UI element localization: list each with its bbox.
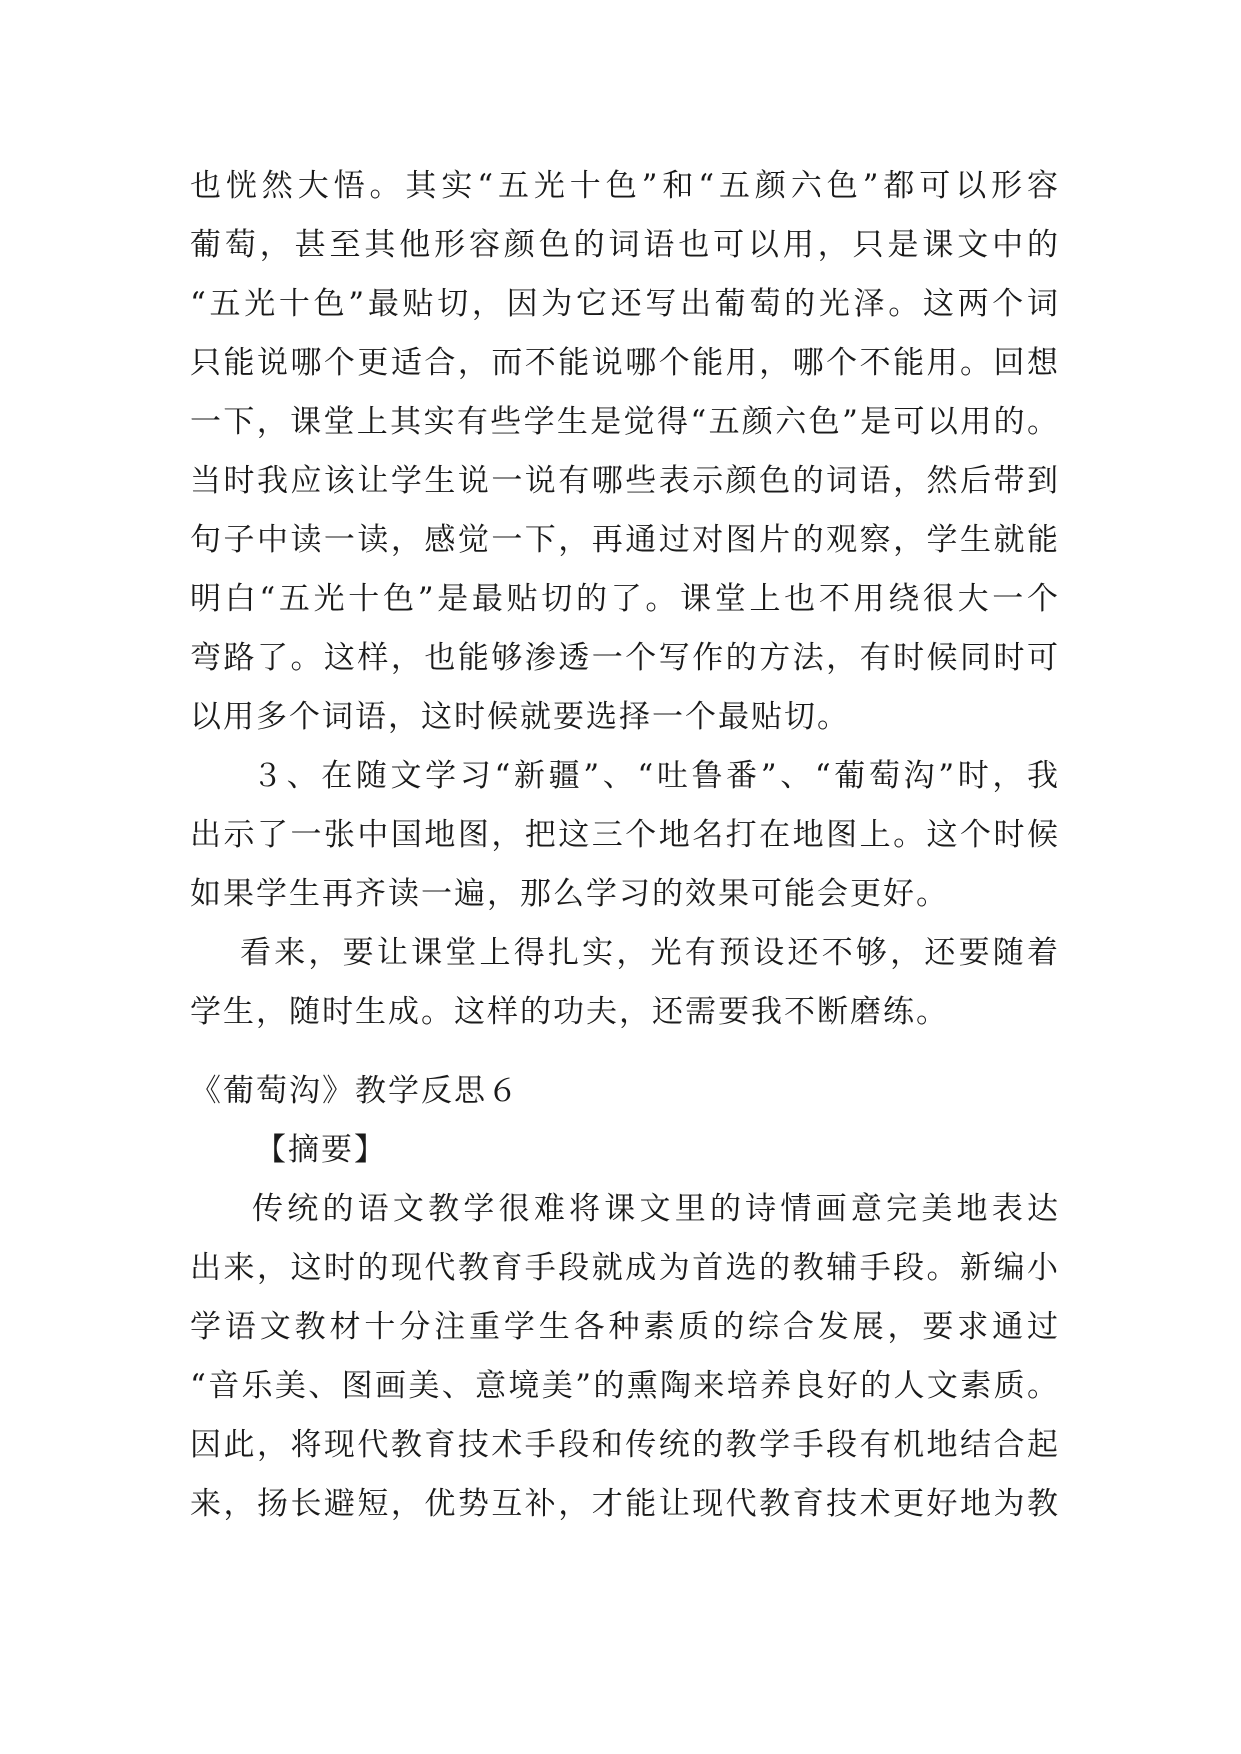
text-line: 看来，要让课堂上得扎实，光有预设还不够，还要随着 — [240, 935, 1060, 971]
text-line: 出来，这时的现代教育手段就成为首选的教辅手段。新编小 — [190, 1250, 1060, 1286]
text-line: ３、在随文学习“新疆”、“吐鲁番”、“葡萄沟”时，我 — [252, 758, 1060, 794]
text-line: “音乐美、图画美、意境美”的熏陶来培养良好的人文素质。 — [190, 1368, 1060, 1404]
text-line: 句子中读一读，感觉一下，再通过对图片的观察，学生就能 — [190, 522, 1060, 558]
text-line: 只能说哪个更适合，而不能说哪个能用，哪个不能用。回想 — [190, 345, 1060, 381]
summary-heading: 【摘要】 — [255, 1132, 387, 1168]
text-line: 当时我应该让学生说一说有哪些表示颜色的词语，然后带到 — [190, 463, 1060, 499]
section-title: 《葡萄沟》教学反思６ — [190, 1073, 520, 1109]
text-line: 因此，将现代教育技术手段和传统的教学手段有机地结合起 — [190, 1427, 1060, 1463]
text-line: 学语文教材十分注重学生各种素质的综合发展，要求通过 — [190, 1309, 1060, 1345]
text-line: 来，扬长避短，优势互补，才能让现代教育技术更好地为教 — [190, 1486, 1060, 1522]
text-line: 明白“五光十色”是最贴切的了。课堂上也不用绕很大一个 — [190, 581, 1060, 617]
text-line: 以用多个词语，这时候就要选择一个最贴切。 — [190, 699, 850, 735]
text-line: “五光十色”最贴切，因为它还写出葡萄的光泽。这两个词 — [190, 286, 1060, 322]
text-line: 一下，课堂上其实有些学生是觉得“五颜六色”是可以用的。 — [190, 404, 1060, 440]
text-line: 葡萄，甚至其他形容颜色的词语也可以用，只是课文中的 — [190, 227, 1060, 263]
text-line: 学生，随时生成。这样的功夫，还需要我不断磨练。 — [190, 994, 949, 1030]
text-line: 出示了一张中国地图，把这三个地名打在地图上。这个时候 — [190, 817, 1060, 853]
text-line: 传统的语文教学很难将课文里的诗情画意完美地表达 — [252, 1191, 1060, 1227]
text-line: 如果学生再齐读一遍，那么学习的效果可能会更好。 — [190, 876, 949, 912]
paragraph-group-top — [190, 157, 1060, 1042]
text-line: 弯路了。这样，也能够渗透一个写作的方法，有时候同时可 — [190, 640, 1060, 676]
paragraph-group-summary — [190, 1180, 1060, 1534]
text-line: 也恍然大悟。其实“五光十色”和“五颜六色”都可以形容 — [190, 168, 1060, 204]
